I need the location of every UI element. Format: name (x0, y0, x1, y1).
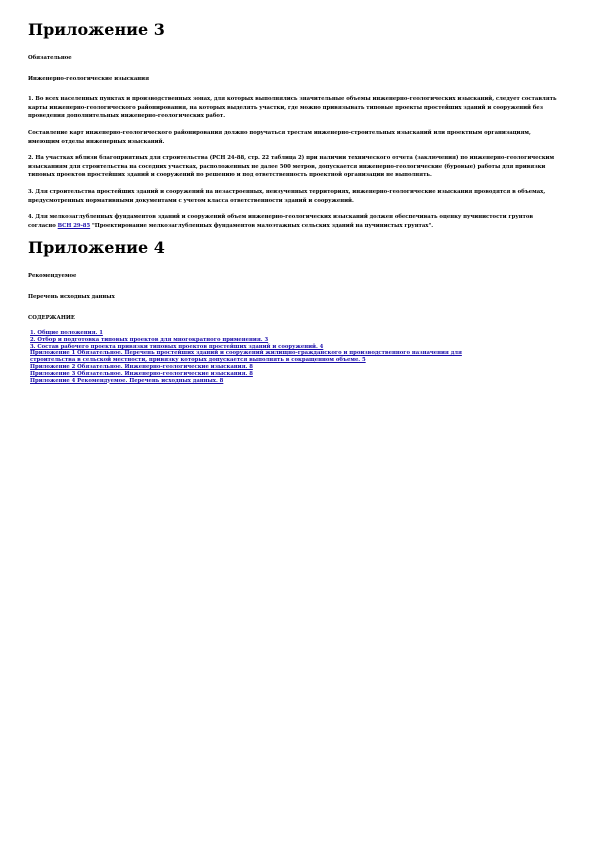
toc-link-appendix-1[interactable]: Приложение 1 Обязательное. Перечень простейших зданий и сооружений жилищно-гражданского и производственного назначения для строительства в сельской местности, привязку которых допускается выполнять в сокращенном объеме. 5 (30, 350, 462, 364)
appendix-3-paragraph-5 (28, 213, 558, 230)
document-content (28, 20, 558, 384)
toc-link-appendix-2[interactable]: Приложение 2 Обязательное. Инженерно-геологические изыскания. 8 (30, 364, 253, 371)
toc-heading: СОДЕРЖАНИЕ (28, 314, 75, 321)
vsn-29-85-link[interactable]: ВСН 29-85 (57, 222, 91, 229)
appendix-3-subtitle: Инженерно-геологические изыскания (28, 75, 150, 82)
toc-link-appendix-4[interactable]: Приложение 4 Рекомендуемое. Перечень исходных данных. 8 (30, 377, 224, 384)
appendix-3-status: Обязательное (28, 55, 72, 61)
paragraph-5-text-start: 4. Для мелкозаглубленных фундаментов зданий и сооружений объем инженерно-геологических изысканий должен обеспечивать оценку пучинистости грунтов согласно (28, 214, 534, 229)
appendix-3-paragraph-4: 3. Для строительства простейших зданий и сооружений на незастроенных, неизученных территориях, инженерно-геологические изыскания проводятся в объемах, предусмотренных нормативными документами с учетом класса ответственности зданий и сооружений. (28, 188, 546, 204)
toc-link-general-provisions[interactable]: 1. Общие положения. 1 (30, 330, 103, 337)
toc-link-appendix-3[interactable]: Приложение 3 Обязательное. Инженерно-геологические изыскания. 8 (30, 370, 253, 377)
toc-link-project-selection[interactable]: 2. Отбор и подготовка типовых проектов для многократного применения. 3 (30, 336, 269, 343)
appendix-3-paragraph-2: Составление карт инженерно-геологического районирования должно поручаться трестам инженерно-строительных изысканий или проектным организациям, имеющим отделы инженерных изысканий. (28, 129, 531, 145)
paragraph-5-text-end: "Проектирование мелкозаглубленных фундаментов малоэтажных сельских зданий на пучинистых грунтах". (90, 222, 434, 229)
table-of-contents (30, 330, 490, 384)
appendix-3-paragraph-3: 2. На участках вблизи благоприятных для строительства (РСН 24-88, стр. 22 таблица 2) при наличии технического отчета (заключения) по инженерно-геологическим изысканиям для строительства на соседних участках, расположенных не далее 500 метров, допускается инженерно-геологические (буровые) работы для привязки типовых проектов простейших зданий и сооружений по решению и под ответственность проектной организации не выполнять. (28, 155, 555, 179)
appendix-4-subtitle: Перечень исходных данных (28, 293, 115, 300)
appendix-3-paragraph-1: 1. Во всех населенных пунктах и производственных зонах, для которых выполнялись значительные объемы инженерно-геологических изысканий, следует составлять карты инженерно-геологического районирования, на которых выделять участки, где можно привязывать типовые проекты простейших зданий и сооружений без проведения дополнительных инженерно-геологических работ. (28, 96, 557, 120)
appendix-3-title: Приложение 3 (28, 20, 165, 39)
toc-link-working-project[interactable]: 3. Состав рабочего проекта привязки типовых проектов простейших зданий и сооружений. 4 (30, 343, 324, 350)
appendix-4-status: Рекомендуемое (28, 273, 77, 280)
appendix-4-title: Приложение 4 (28, 238, 165, 258)
